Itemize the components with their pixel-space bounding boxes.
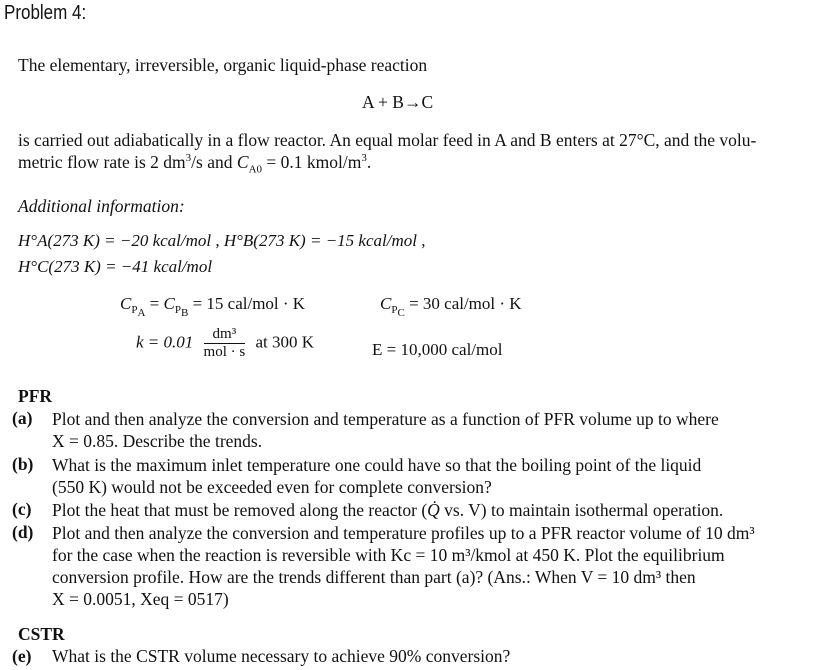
part-e-label: (e) (12, 646, 32, 666)
problem-title: Problem 4: (4, 2, 87, 24)
activation-energy: E = 10,000 cal/mol (372, 340, 503, 359)
part-d-line-3: conversion profile. How are the trends different than part (a)? (Ans.: When V = 10 dm³ then (52, 567, 696, 587)
part-b-line-2: (550 K) would not be exceeded even for complete conversion? (52, 477, 492, 497)
part-b-label: (b) (12, 454, 34, 474)
pfr-questions (0, 408, 827, 608)
part-d-line-1: Plot and then analyze the conversion and temperature profiles up to a PFR reactor volume of 10 dm³ (52, 523, 755, 543)
enthalpy-line-2: H°C(273 K) = −41 kcal/mol (18, 257, 213, 276)
part-c-label: (c) (12, 499, 32, 519)
enthalpy-line-1: H°A(273 K) = −20 kcal/mol , H°B(273 K) = −15 kcal/mol , (18, 231, 426, 250)
pfr-heading: PFR (18, 386, 53, 406)
part-d-label: (d) (12, 522, 34, 542)
description-line-2: metric flow rate is 2 $dm^3/s$ and $C_{A0} = 0.1$ kmol/$m^3$. (18, 152, 372, 176)
part-d-line-2: for the case when the reaction is reversible with Kc = 10 m³/kmol at 450 K. Plot the equilibrium (52, 545, 725, 565)
cstr-heading: CSTR (18, 624, 65, 644)
description-line-1: is carried out adiabatically in a flow reactor. An equal molar feed in A and B enters at 27°C, and the volu- (18, 130, 757, 150)
part-a-line-1: Plot and then analyze the conversion and temperature as a function of PFR volume up to where (52, 409, 719, 429)
part-a-label: (a) (12, 408, 33, 428)
reaction-equation: A + B→C (362, 92, 434, 112)
part-d-line-4: X = 0.0051, Xeq = 0517) (52, 589, 229, 609)
cp-ab-equation: $C_{P_A} = C_{P_B} = 15$ cal/mol · K (120, 294, 306, 320)
cp-c-equation: $C_{P_C} = 30$ cal/mol · K (380, 294, 522, 320)
part-b-line-1: What is the maximum inlet temperature one could have so that the boiling point of the liquid (52, 455, 702, 475)
part-e-text: What is the CSTR volume necessary to achieve 90% conversion? (52, 646, 511, 666)
part-c-line-1: Plot the heat that must be removed along the reactor (Q̇ vs. V) to maintain isothermal operation. (52, 500, 724, 520)
intro-text: The elementary, irreversible, organic liquid-phase reaction (18, 55, 428, 75)
rate-constant-units: $\frac{\text{dm³}}{\text{mol · s}}$ (203, 326, 246, 360)
additional-info-heading: Additional information: (18, 196, 185, 216)
rate-constant: k = 0.01 $\frac{\text{dm³}}{\text{mol · s}}$ at 300 K (136, 326, 314, 360)
part-a-line-2: X = 0.85. Describe the trends. (52, 431, 263, 451)
q-dot-symbol: Q̇ (427, 500, 440, 520)
